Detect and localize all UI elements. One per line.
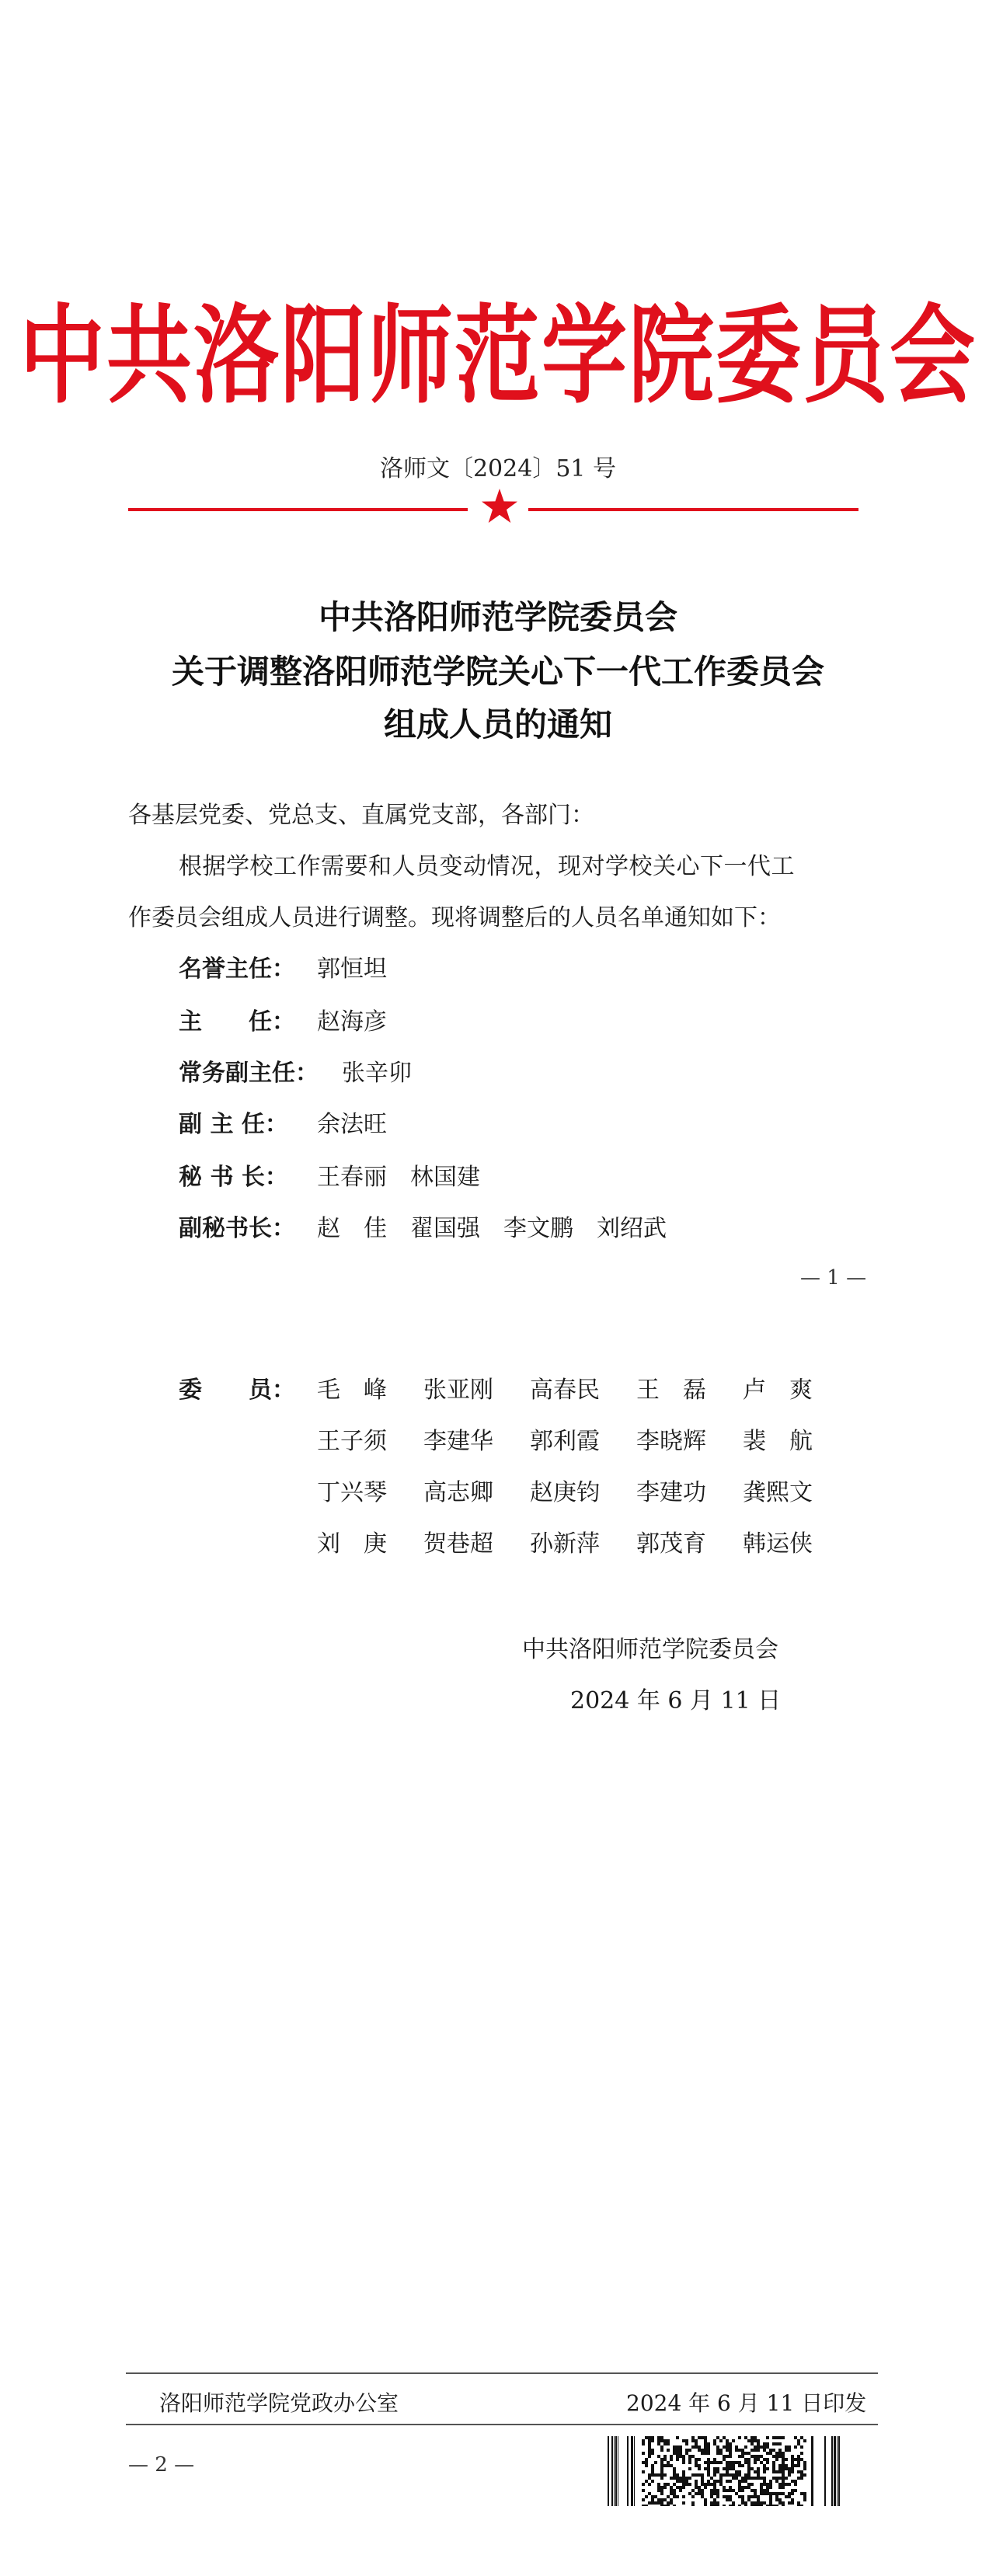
member-name: 郭茂育 [636, 1530, 706, 1558]
footer-divider-bottom [126, 2424, 878, 2425]
member-name: 孙新萍 [530, 1530, 600, 1558]
role-names-deputy-secretary: 赵 佳 翟国强 李文鹏 刘绍武 [317, 1215, 667, 1242]
role-label-honorary-director: 名誉主任： [179, 956, 295, 983]
member-name: 郭利霞 [530, 1428, 600, 1455]
role-names-honorary-director: 郭恒坦 [317, 956, 387, 983]
page-number-1: — 1 — [800, 1266, 867, 1290]
member-name: 王子须 [317, 1428, 387, 1455]
signature-date: 2024 年 6 月 11 日 [570, 1687, 782, 1714]
member-name: 贺巷超 [423, 1530, 493, 1558]
role-label-secretary-general: 秘 书 长： [179, 1164, 288, 1191]
role-names-director: 赵海彦 [317, 1008, 387, 1036]
role-label-deputy-secretary: 副秘书长： [179, 1215, 295, 1242]
member-name: 张亚刚 [423, 1377, 493, 1404]
role-label-executive-deputy: 常务副主任： [179, 1060, 319, 1087]
role-label-members: 委 员： [179, 1377, 295, 1404]
members-row [317, 1473, 849, 1507]
members-row [317, 1370, 849, 1405]
role-label-deputy-director: 副 主 任： [179, 1111, 288, 1138]
member-name: 赵庚钧 [530, 1479, 600, 1506]
notice-title-line-3: 组成人员的通知 [383, 705, 612, 743]
role-names-executive-deputy: 张辛卯 [342, 1060, 412, 1087]
salutation: 各基层党委、党总支、直属党支部，各部门： [128, 802, 594, 829]
member-name: 韩运侠 [743, 1530, 813, 1558]
member-name: 王 磊 [636, 1377, 706, 1404]
notice-title-line-2: 关于调整洛阳师范学院关心下一代工作委员会 [171, 653, 824, 691]
notice-title-line-1: 中共洛阳师范学院委员会 [318, 598, 677, 636]
body-paragraph-line-1: 根据学校工作需要和人员变动情况，现对学校关心下一代工 [179, 853, 795, 880]
member-name: 卢 爽 [743, 1377, 813, 1404]
member-name: 李建功 [636, 1479, 706, 1506]
member-name: 毛 峰 [317, 1377, 387, 1404]
barcode-icon [608, 2436, 841, 2506]
members-row [317, 1422, 849, 1456]
role-names-secretary-general: 王春丽 林国建 [317, 1164, 480, 1191]
member-name: 刘 庚 [317, 1530, 387, 1558]
member-name: 高志卿 [423, 1479, 493, 1506]
page-number-2: — 2 — [128, 2453, 195, 2477]
signature-organization: 中共洛阳师范学院委员会 [522, 1636, 778, 1663]
member-name: 李建华 [423, 1428, 493, 1455]
member-name: 裴 航 [743, 1428, 813, 1455]
red-divider-right [528, 508, 858, 511]
red-divider-left [128, 508, 468, 511]
document-masthead: 中共洛阳师范学院委员会 [19, 294, 977, 418]
role-label-director: 主 任： [179, 1008, 295, 1036]
member-name: 李晓辉 [636, 1428, 706, 1455]
body-paragraph-line-2: 作委员会组成人员进行调整。现将调整后的人员名单通知如下： [128, 904, 781, 931]
footer-divider-top [126, 2372, 878, 2374]
red-star-icon [481, 488, 518, 524]
footer-print-date: 2024 年 6 月 11 日印发 [626, 2390, 867, 2416]
document-number: 洛师文〔2024〕51 号 [379, 455, 617, 482]
member-name: 高春民 [530, 1377, 600, 1404]
footer-issuing-office: 洛阳师范学院党政办公室 [159, 2390, 399, 2416]
members-row [317, 1524, 849, 1558]
role-names-deputy-director: 余法旺 [317, 1111, 387, 1138]
member-name: 龚熙文 [743, 1479, 813, 1506]
member-name: 丁兴琴 [317, 1479, 387, 1506]
